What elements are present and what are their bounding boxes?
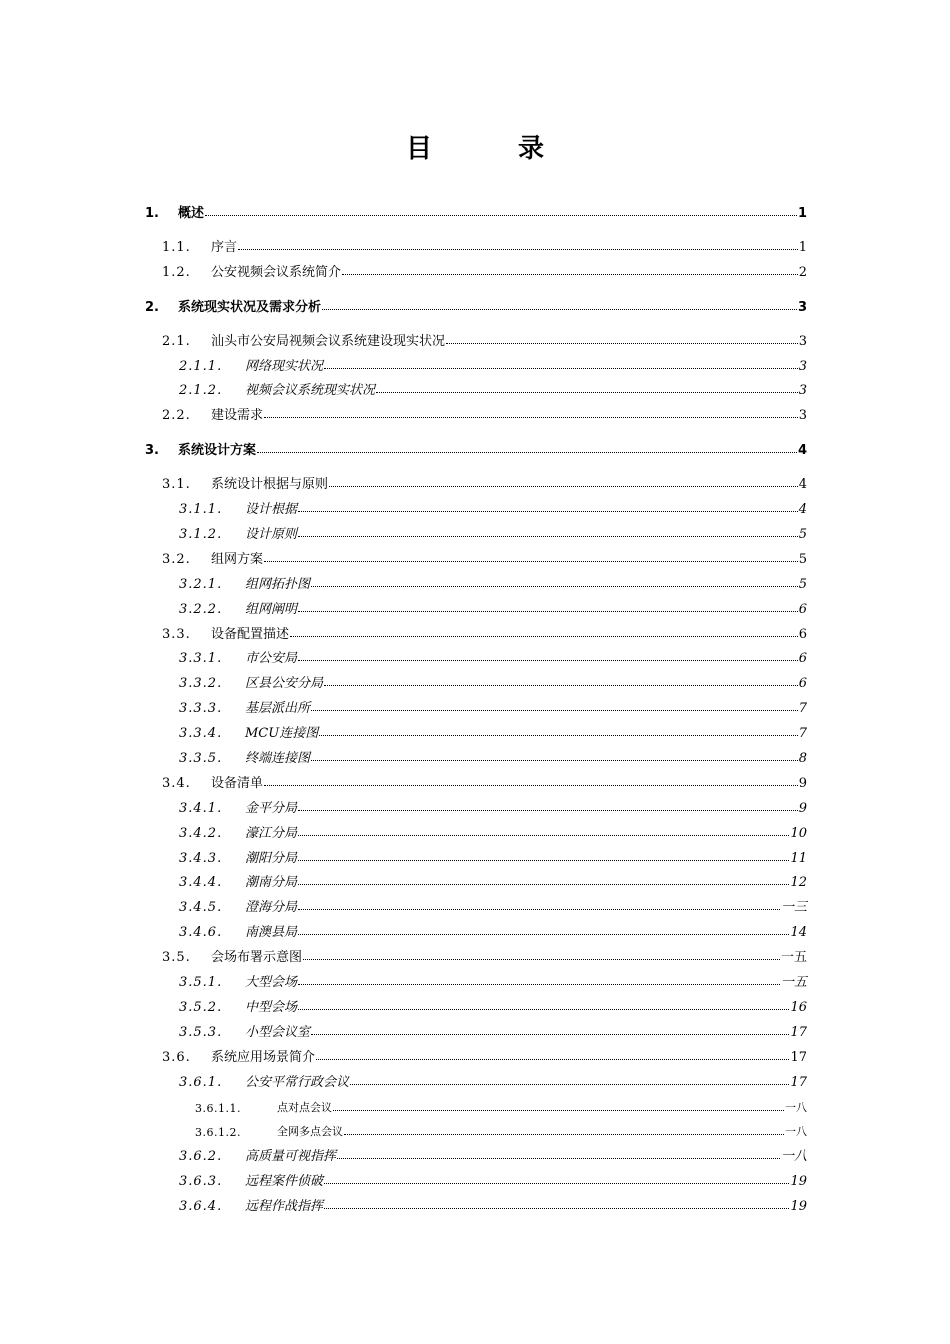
dot-leader — [319, 735, 798, 736]
toc-entry-label: 公安平常行政会议 — [245, 1074, 350, 1090]
dot-leader — [303, 959, 780, 960]
toc-entry-number: 3.3. — [162, 626, 191, 642]
toc-entry-level-2[interactable] — [145, 617, 807, 642]
toc-entry-page-number: 一八 — [785, 1125, 807, 1139]
toc-entry-label: MCU连接图 — [245, 726, 319, 742]
dot-leader — [205, 215, 797, 216]
toc-entry-number: 3.1. — [162, 477, 191, 493]
toc-entry-level-3[interactable] — [145, 965, 807, 990]
toc-entry-page-number: 3 — [798, 358, 807, 374]
toc-entry-page-number: 4 — [798, 502, 807, 518]
dot-leader — [324, 1183, 789, 1184]
dot-leader — [337, 1158, 780, 1159]
toc-entry-number: 2.1. — [162, 333, 191, 349]
toc-entry-page-number: 19 — [790, 1199, 807, 1215]
toc-entry-level-3[interactable] — [145, 1065, 807, 1090]
toc-entry-label: 远程案件侦破 — [245, 1174, 324, 1190]
dot-leader — [376, 392, 798, 393]
toc-entry-page-number: 9 — [798, 800, 807, 816]
dot-leader — [290, 636, 798, 637]
toc-entry-level-2[interactable] — [145, 324, 807, 349]
toc-entry-label: 组网阐明 — [245, 601, 298, 617]
dot-leader — [311, 760, 798, 761]
toc-title: 目 录 — [405, 134, 574, 164]
toc-entry-level-1[interactable] — [145, 290, 807, 315]
toc-entry-number: 3.6. — [162, 1049, 191, 1065]
toc-entry-number: 3.6.3. — [179, 1174, 223, 1190]
toc-entry-level-4[interactable] — [145, 1090, 807, 1115]
toc-entry-number: 3.6.1. — [179, 1074, 223, 1090]
toc-entry-page-number: 5 — [798, 576, 807, 592]
dot-leader — [298, 660, 798, 661]
toc-entry-number: 1. — [145, 206, 159, 221]
dot-leader — [324, 368, 798, 369]
toc-entry-page-number: 14 — [790, 925, 807, 941]
toc-entry-page-number: 7 — [798, 701, 807, 717]
toc-entry-level-2[interactable] — [145, 1040, 807, 1065]
toc-entry-page-number: 17 — [790, 1024, 807, 1040]
toc-entry-level-3[interactable] — [145, 791, 807, 816]
toc-entry-page-number: 3 — [798, 408, 807, 424]
dot-leader — [298, 611, 798, 612]
toc-entry-level-3[interactable] — [145, 592, 807, 617]
toc-entry-page-number: 12 — [790, 875, 807, 891]
toc-entry-level-3[interactable] — [145, 866, 807, 891]
toc-entry-label: 网络现实状况 — [245, 358, 324, 374]
toc-entry-label: 濠江分局 — [245, 825, 298, 841]
toc-entry-number: 3.5.3. — [179, 1024, 223, 1040]
toc-entry-page-number: 17 — [790, 1049, 807, 1065]
dot-leader — [264, 417, 798, 418]
toc-entry-number: 3.1.2. — [179, 527, 223, 543]
toc-entry-page-number: 8 — [798, 751, 807, 767]
toc-entry-level-3[interactable] — [145, 1189, 807, 1214]
toc-entry-level-2[interactable] — [145, 255, 807, 280]
dot-leader — [324, 685, 798, 686]
toc-entry-number: 3.2.1. — [179, 576, 223, 592]
toc-entry-label: 系统设计根据与原则 — [211, 477, 329, 493]
toc-entry-level-3[interactable] — [145, 666, 807, 691]
toc-entry-number: 3.3.3. — [179, 701, 223, 717]
toc-entry-number: 3.5.2. — [179, 999, 223, 1015]
dot-leader — [350, 1084, 789, 1085]
toc-entry-page-number: 一五 — [780, 975, 807, 991]
dot-leader — [298, 884, 789, 885]
toc-entry-number: 3.6.1.2. — [195, 1126, 241, 1140]
toc-entry-label: 基层派出所 — [245, 701, 311, 717]
toc-entry-page-number: 9 — [798, 775, 807, 791]
toc-entry-level-3[interactable] — [145, 1015, 807, 1040]
toc-entry-level-3[interactable] — [145, 816, 807, 841]
toc-entry-number: 2.2. — [162, 408, 191, 424]
toc-entry-number: 2. — [145, 299, 159, 315]
toc-entry-number: 3.3.2. — [179, 676, 223, 692]
toc-entry-page-number: 一三 — [780, 900, 807, 916]
toc-entry-label: 市公安局 — [245, 651, 298, 667]
toc-entry-page-number: 6 — [798, 601, 807, 617]
toc-entry-label: 全网多点会议 — [277, 1125, 343, 1139]
toc-entry-label: 组网方案 — [211, 551, 264, 567]
toc-entry-page-number: 4 — [798, 477, 807, 493]
dot-leader — [329, 486, 798, 487]
toc-entry-level-1[interactable] — [145, 196, 807, 221]
dot-leader — [316, 1059, 789, 1060]
toc-entry-level-4[interactable] — [145, 1115, 807, 1140]
toc-entry-label: 潮阳分局 — [245, 850, 298, 866]
toc-entry-level-3[interactable] — [145, 915, 807, 940]
toc-entry-number: 1.2. — [162, 264, 191, 280]
dot-leader — [342, 274, 798, 275]
toc-entry-level-3[interactable] — [145, 990, 807, 1015]
toc-entry-label: 建设需求 — [211, 408, 264, 424]
toc-entry-label: 概述 — [178, 206, 205, 221]
dot-leader — [298, 1009, 789, 1010]
toc-entry-label: 点对点会议 — [277, 1100, 332, 1114]
toc-entry-label: 设备清单 — [211, 775, 264, 791]
toc-entry-label: 视频会议系统现实状况 — [245, 383, 376, 399]
dot-leader — [311, 586, 798, 587]
dot-leader — [238, 249, 798, 250]
toc-entry-level-3[interactable] — [145, 691, 807, 716]
toc-entry-number: 3.4.1. — [179, 800, 223, 816]
toc-entry-level-3[interactable] — [145, 1164, 807, 1189]
toc-entry-page-number: 一八 — [780, 1149, 807, 1165]
toc-entry-page-number: 一八 — [785, 1100, 807, 1114]
toc-entry-level-3[interactable] — [145, 349, 807, 374]
toc-entry-level-3[interactable] — [145, 492, 807, 517]
toc-entry-number: 2.1.2. — [179, 383, 223, 399]
toc-entry-page-number: 6 — [798, 626, 807, 642]
toc-entry-label: 组网拓扑图 — [245, 576, 311, 592]
toc-entry-number: 3.3.4. — [179, 726, 223, 742]
toc-entry-page-number: 3 — [798, 383, 807, 399]
toc-entry-page-number: 19 — [790, 1174, 807, 1190]
toc-entry-level-2[interactable] — [145, 230, 807, 255]
dot-leader — [298, 909, 780, 910]
dot-leader — [298, 511, 798, 512]
toc-entry-page-number: 6 — [798, 651, 807, 667]
toc-entry-number: 3.5. — [162, 950, 191, 966]
dot-leader — [264, 561, 798, 562]
toc-entry-number: 1.1. — [162, 239, 191, 255]
toc-entry-level-2[interactable] — [145, 542, 807, 567]
toc-entry-page-number: 16 — [790, 999, 807, 1015]
toc-entry-level-3[interactable] — [145, 517, 807, 542]
dot-leader — [446, 343, 798, 344]
toc-entry-page-number: 5 — [798, 527, 807, 543]
toc-entry-level-3[interactable] — [145, 716, 807, 741]
toc-entry-label: 系统现实状况及需求分析 — [178, 299, 322, 315]
toc-entry-label: 澄海分局 — [245, 900, 298, 916]
dot-leader — [257, 452, 797, 453]
toc-entry-number: 3.4.5. — [179, 900, 223, 916]
toc-entry-level-2[interactable] — [145, 940, 807, 965]
toc-entry-label: 系统应用场景简介 — [211, 1049, 316, 1065]
toc-entry-number: 3.3.1. — [179, 651, 223, 667]
toc-entry-level-2[interactable] — [145, 398, 807, 423]
toc-entry-number: 3.4.2. — [179, 825, 223, 841]
toc-entry-label: 序言 — [211, 239, 238, 255]
toc-entry-label: 大型会场 — [245, 975, 298, 991]
toc-entry-label: 系统设计方案 — [178, 443, 257, 459]
dot-leader — [298, 835, 789, 836]
toc-entry-label: 区县公安分局 — [245, 676, 324, 692]
toc-entry-page-number: 7 — [798, 726, 807, 742]
toc-entry-number: 3.1.1. — [179, 502, 223, 518]
toc-entry-page-number: 1 — [798, 239, 807, 255]
toc-entry-page-number: 11 — [790, 850, 807, 866]
toc-entry-label: 金平分局 — [245, 800, 298, 816]
toc-entry-level-3[interactable] — [145, 1139, 807, 1164]
dot-leader — [298, 860, 789, 861]
toc-entry-label: 汕头市公安局视频会议系统建设现实状况 — [211, 333, 446, 349]
toc-entry-level-3[interactable] — [145, 841, 807, 866]
toc-entry-page-number: 6 — [798, 676, 807, 692]
dot-leader — [311, 710, 798, 711]
dot-leader — [344, 1134, 784, 1135]
toc-entry-number: 3.2.2. — [179, 601, 223, 617]
toc-entry-number: 3. — [145, 443, 159, 459]
toc-entry-page-number: 一五 — [780, 950, 807, 966]
toc-entry-level-3[interactable] — [145, 567, 807, 592]
dot-leader — [264, 785, 798, 786]
toc-entry-level-3[interactable] — [145, 741, 807, 766]
toc-entry-label: 南澳县局 — [245, 925, 298, 941]
dot-leader — [298, 536, 798, 537]
dot-leader — [311, 1034, 789, 1035]
dot-leader — [324, 1208, 789, 1209]
toc-entry-label: 设计原则 — [245, 527, 298, 543]
toc-entry-label: 潮南分局 — [245, 875, 298, 891]
toc-entry-number: 3.6.4. — [179, 1199, 223, 1215]
toc-entry-number: 3.6.1.1. — [195, 1101, 241, 1115]
toc-entry-label: 中型会场 — [245, 999, 298, 1015]
toc-entry-number: 3.6.2. — [179, 1149, 223, 1165]
toc-entry-page-number: 17 — [790, 1074, 807, 1090]
toc-entry-number: 3.5.1. — [179, 975, 223, 991]
toc-entry-page-number: 2 — [798, 264, 807, 280]
toc-entry-number: 3.4. — [162, 775, 191, 791]
toc-entry-level-3[interactable] — [145, 374, 807, 399]
toc-entry-label: 高质量可视指挥 — [245, 1149, 337, 1165]
dot-leader — [298, 810, 798, 811]
table-of-contents — [145, 196, 807, 1214]
toc-entry-page-number: 4 — [797, 443, 807, 459]
toc-entry-label: 设备配置描述 — [211, 626, 290, 642]
dot-leader — [333, 1110, 784, 1111]
dot-leader — [322, 309, 797, 310]
toc-entry-number: 3.4.3. — [179, 850, 223, 866]
dot-leader — [298, 984, 780, 985]
toc-entry-page-number: 1 — [797, 206, 807, 221]
toc-entry-level-3[interactable] — [145, 890, 807, 915]
toc-entry-label: 会场布署示意图 — [211, 950, 303, 966]
toc-entry-number: 3.3.5. — [179, 751, 223, 767]
toc-entry-label: 设计根据 — [245, 502, 298, 518]
toc-entry-level-2[interactable] — [145, 467, 807, 492]
toc-entry-page-number: 5 — [798, 551, 807, 567]
toc-entry-level-1[interactable] — [145, 433, 807, 458]
toc-entry-level-2[interactable] — [145, 766, 807, 791]
toc-entry-number: 3.4.6. — [179, 925, 223, 941]
toc-entry-number: 2.1.1. — [179, 358, 223, 374]
dot-leader — [298, 934, 789, 935]
toc-entry-label: 终端连接图 — [245, 751, 311, 767]
toc-entry-label: 远程作战指挥 — [245, 1199, 324, 1215]
toc-entry-level-3[interactable] — [145, 642, 807, 667]
toc-entry-label: 小型会议室 — [245, 1024, 311, 1040]
toc-entry-page-number: 3 — [798, 333, 807, 349]
toc-entry-page-number: 3 — [797, 299, 807, 315]
toc-entry-page-number: 10 — [790, 825, 807, 841]
toc-entry-label: 公安视频会议系统简介 — [211, 264, 342, 280]
toc-entry-number: 3.4.4. — [179, 875, 223, 891]
toc-entry-number: 3.2. — [162, 551, 191, 567]
